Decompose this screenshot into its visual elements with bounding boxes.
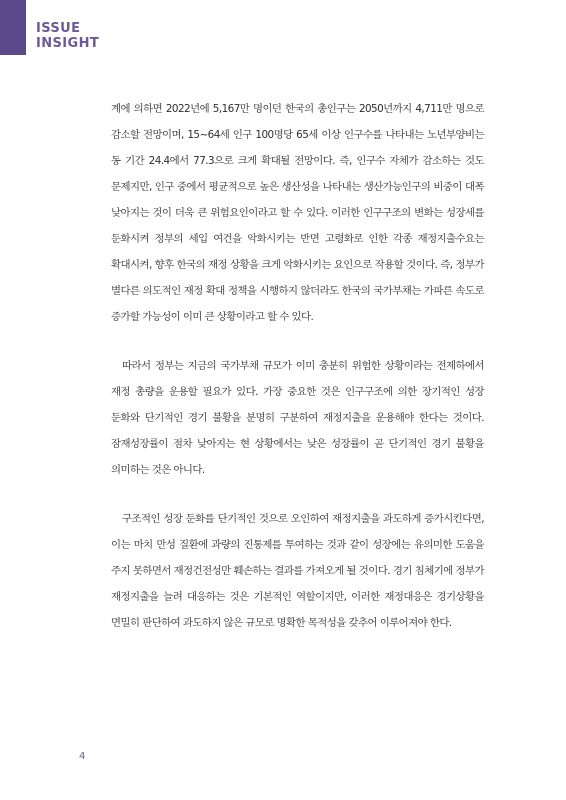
page-number: 4 <box>79 751 86 762</box>
paragraph-1: 계에 의하면 2022년에 5,167만 명이던 한국의 총인구는 2050년까지 4,711만 명으로 감소할 전망이며, 15~64세 인구 100명당 65세 이상 인구수를 나타내는 노년부양비는 동 기간 24.4에서 77.3으로 크게 확대될 전망이다. 즉, 인구수 자체가 감소하는 것도 문제지만, 인구 중에서 평균적으로 높은 생산성을 나타내는 생산가능인구의 비중이 대폭 낮아지는 것이 더욱 큰 위험요인이라고 할 수 있다. 이러한 인구구조의 변화는 성장세를 둔화시켜 정부의 세입 여건을 악화시키는 반면 고령화로 인한 각종 재정지출수요는 확대시켜, 향후 한국의 재정 상황을 크게 악화시키는 요인으로 작용할 것이다. 즉, 정부가 별다른 의도적인 재정 확대 정책을 시행하지 않더라도 한국의 국가부채는 가파른 속도로 증가할 가능성이 이미 큰 상황이라고 할 수 있다. <box>111 103 484 323</box>
header-line-issue: ISSUE <box>36 21 81 36</box>
header-accent-bar <box>0 0 26 55</box>
paragraph-2: 따라서 정부는 지금의 국가부채 규모가 이미 충분히 위험한 상황이라는 전제하에서 재정 총량을 운용할 필요가 있다. 가장 중요한 것은 인구구조에 의한 장기적인 성장 둔화와 단기적인 경기 불황을 분명히 구분하여 재정지출을 운용해야 한다는 것이다. 잠재성장률이 점차 낮아지는 현 상황에서는 낮은 성장률이 곧 단기적인 경기 불황을 의미하는 것은 아니다. <box>111 360 484 476</box>
paragraph-3: 구조적인 성장 둔화를 단기적인 것으로 오인하여 재정지출을 과도하게 증가시킨다면, 이는 마치 만성 질환에 과량의 진통제를 투여하는 것과 같이 성장에는 유의미한 도움을 주지 못하면서 재정건전성만 훼손하는 결과를 가져오게 될 것이다. 경기 침체기에 정부가 재정지출을 늘려 대응하는 것은 기본적인 역할이지만, 이러한 재정대응은 경기상황을 면밀히 판단하여 과도하지 않은 규모로 명확한 목적성을 갖추어 이루어져야 한다. <box>111 513 484 629</box>
body-text <box>111 96 484 636</box>
header-line-insight: INSIGHT <box>36 36 100 51</box>
section-header <box>36 21 99 51</box>
